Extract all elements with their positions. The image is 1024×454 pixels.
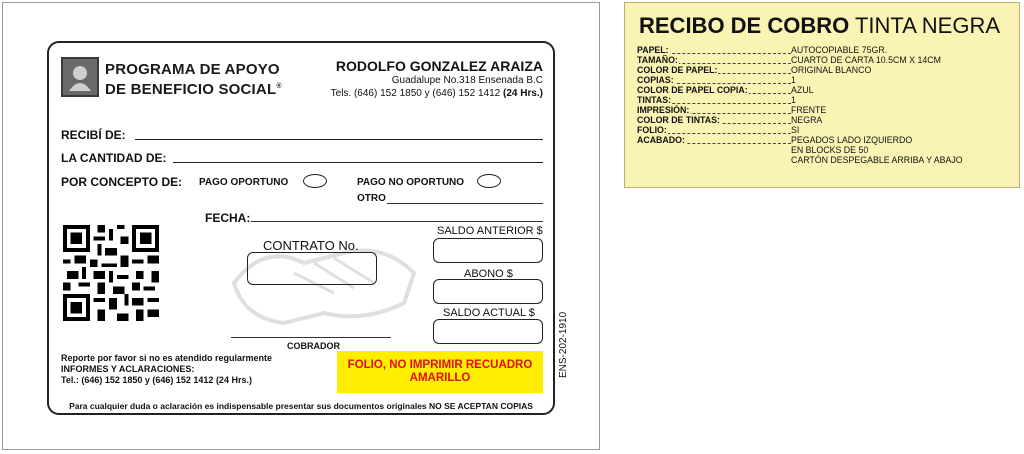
late-payment-checkbox[interactable] <box>477 174 501 188</box>
spec-key: IMPRESIÓN: <box>637 105 791 115</box>
spec-key: COLOR DE TINTAS: <box>637 115 791 125</box>
spec-value: CARTÓN DESPEGABLE ARRIBA Y ABAJO <box>791 155 963 165</box>
previous-balance-label: SALDO ANTERIOR $ <box>437 225 543 237</box>
payment-box[interactable] <box>433 279 543 304</box>
spec-row <box>637 55 1015 65</box>
sender-block <box>331 58 543 100</box>
contract-box[interactable] <box>247 252 377 285</box>
spec-value: NEGRA <box>791 115 823 125</box>
amount-line[interactable] <box>173 162 543 163</box>
received-from-label: RECIBÍ DE: <box>61 128 126 142</box>
form-code: ENS-202-1910 <box>558 311 569 378</box>
amount-label: LA CANTIDAD DE: <box>61 151 167 165</box>
spec-key: COPIAS: <box>637 75 791 85</box>
spec-row <box>637 135 1015 145</box>
spec-row <box>637 85 1015 95</box>
late-payment-label: PAGO NO OPORTUNO <box>357 177 465 188</box>
spec-value: PEGADOS LADO IZQUIERDO <box>791 135 913 145</box>
payment-label: ABONO $ <box>464 268 513 280</box>
current-balance-label: SALDO ACTUAL $ <box>443 307 535 319</box>
spec-value: AUTOCOPIABLE 75GR. <box>791 45 888 55</box>
spec-row <box>637 155 1015 165</box>
sender-address: Guadalupe No.318 Ensenada B.C <box>391 75 543 86</box>
spec-value: FRENTE <box>791 105 827 115</box>
date-line[interactable] <box>251 221 543 222</box>
previous-balance-box[interactable] <box>433 238 543 263</box>
folio-notice-box: FOLIO, NO IMPRIMIR RECUADRO AMARILLO <box>337 351 543 393</box>
spec-row <box>637 115 1015 125</box>
spec-row <box>637 125 1015 135</box>
spec-row <box>637 45 1015 55</box>
received-from-line[interactable] <box>135 139 543 140</box>
other-line[interactable] <box>387 203 543 204</box>
spec-value: SI <box>791 125 800 135</box>
concept-label: POR CONCEPTO DE: <box>61 175 183 189</box>
spec-key: PAPEL: <box>637 45 791 55</box>
sender-phones: Tels. (646) 152 1850 y (646) 152 1412 (24 Hrs.) <box>330 88 543 99</box>
specifications-list <box>637 45 1015 165</box>
organization-logo <box>61 57 99 97</box>
spec-value: CUARTO DE CARTA 10.5CM X 14CM <box>791 55 941 65</box>
collector-label: COBRADOR <box>287 341 340 351</box>
receipt-sheet <box>2 2 600 450</box>
spec-row <box>637 105 1015 115</box>
spec-key: COLOR DE PAPEL: <box>637 65 791 75</box>
contact-note: Reporte por favor si no es atendido regularmente INFORMES Y ACLARACIONES: Tel.: (646) 152 1850 y (646) 152 1412 (24 Hrs.) <box>61 353 273 385</box>
spec-value: 1 <box>791 75 796 85</box>
spec-value: ORIGINAL BLANCO <box>791 65 872 75</box>
qr-code <box>63 225 159 321</box>
spec-key: TAMAÑO: <box>637 55 791 65</box>
contract-label: CONTRATO No. <box>263 238 359 253</box>
spec-value: EN BLOCKS DE 50 <box>791 145 869 155</box>
spec-value: 1 <box>791 95 796 105</box>
spec-key: COLOR DE PAPEL COPIA: <box>637 85 791 95</box>
date-label: FECHA: <box>205 211 251 225</box>
spec-key: TINTAS: <box>637 95 791 105</box>
other-label: OTRO <box>357 193 386 204</box>
registered-mark: ® <box>276 83 282 90</box>
on-time-label: PAGO OPORTUNO <box>199 177 289 188</box>
spec-row <box>637 95 1015 105</box>
spec-value: AZUL <box>791 85 814 95</box>
spec-row <box>637 145 1015 155</box>
disclaimer-text: Para cualquier duda o aclaración es indispensable presentar sus documentos originales NO SE ACEPTAN COPIAS <box>69 401 533 411</box>
spec-row <box>637 75 1015 85</box>
sender-name: RODOLFO GONZALEZ ARAIZA <box>335 58 543 74</box>
current-balance-box[interactable] <box>433 319 543 344</box>
on-time-checkbox[interactable] <box>303 174 327 188</box>
collector-signature-line[interactable] <box>231 337 391 338</box>
spec-key: ACABADO: <box>637 135 791 145</box>
organization-name: PROGRAMA DE APOYO DE BENEFICIO SOCIAL® <box>105 61 282 98</box>
specifications-panel <box>624 2 1020 188</box>
receipt-form <box>47 41 555 415</box>
spec-key: FOLIO: <box>637 125 791 135</box>
specifications-title: RECIBO DE COBRO TINTA NEGRA <box>639 13 1001 38</box>
spec-row <box>637 65 1015 75</box>
